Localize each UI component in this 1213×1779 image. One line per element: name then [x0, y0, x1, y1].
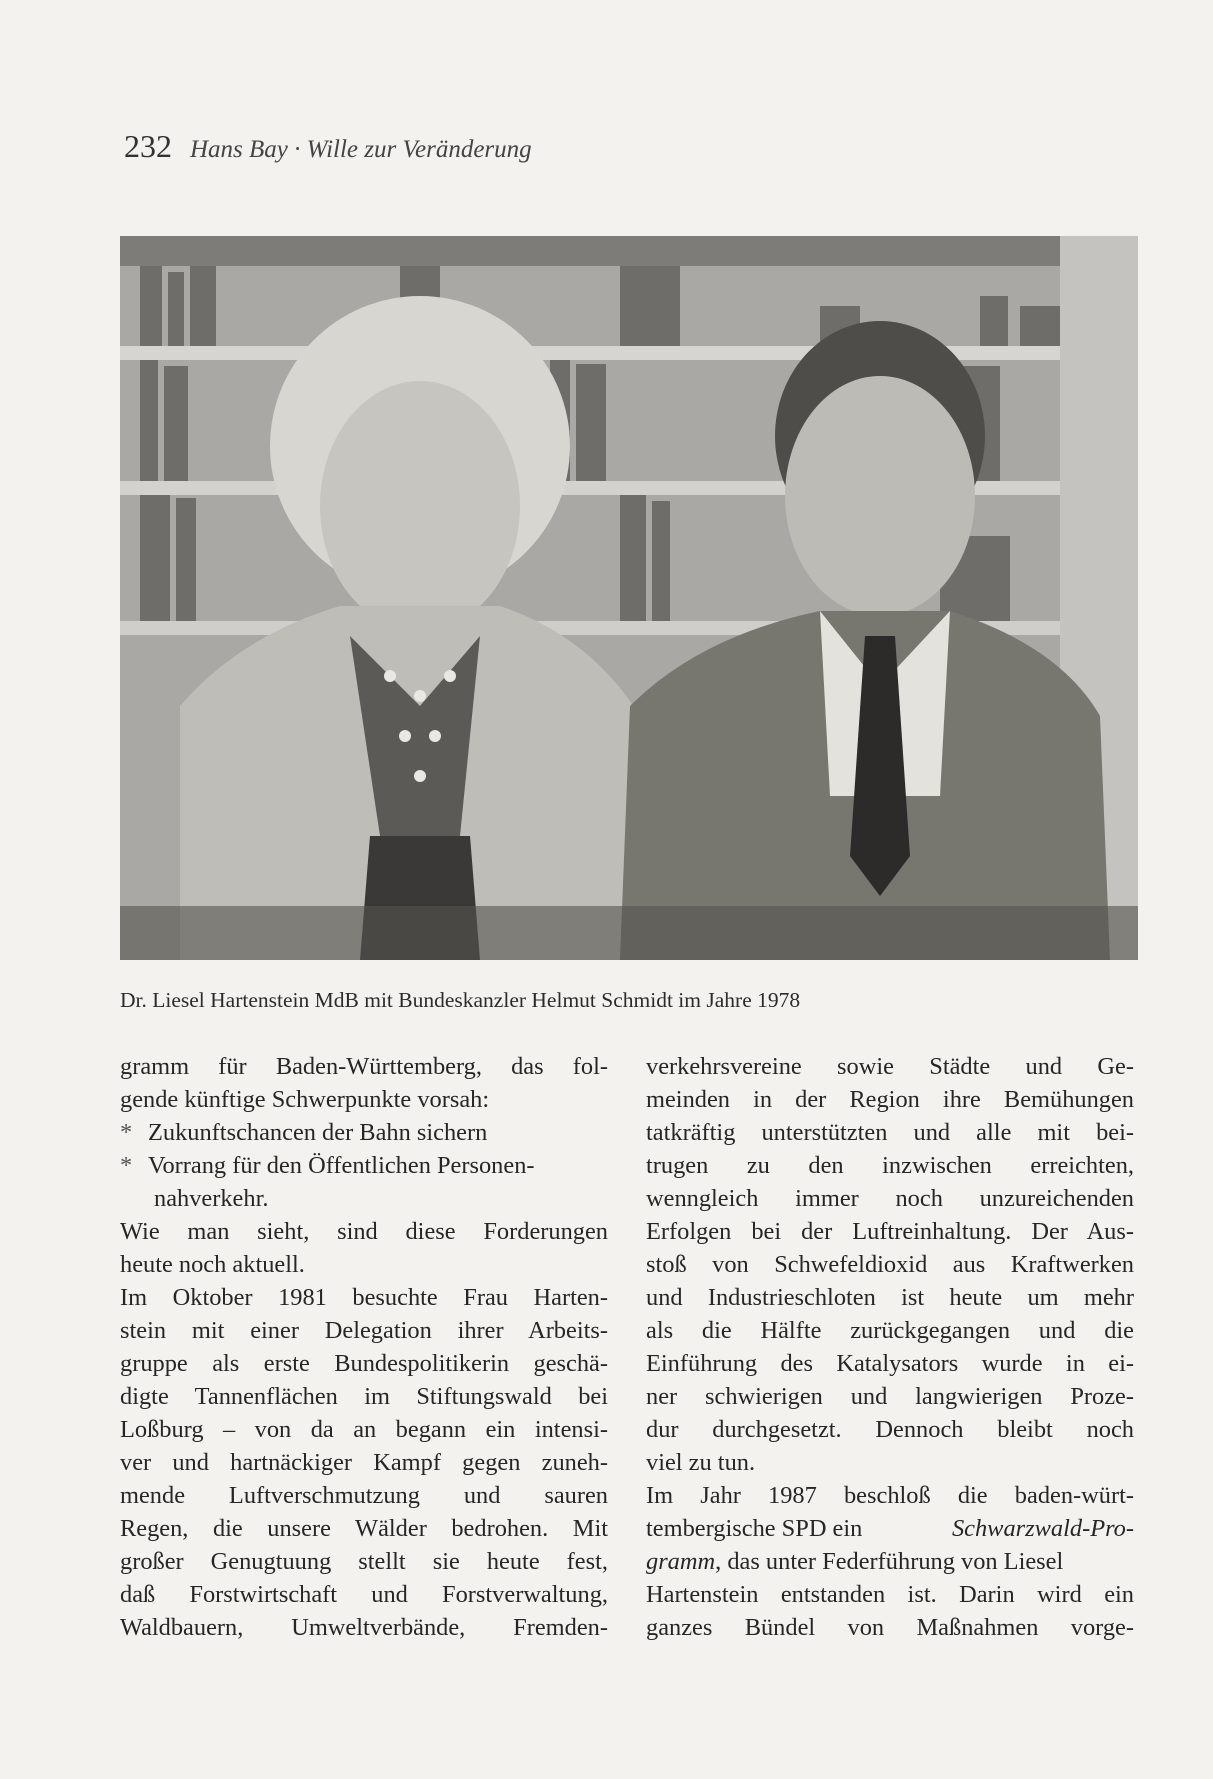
- text-line: trugen zu den inzwischen erreichten,: [646, 1152, 1134, 1179]
- photo-illustration: [120, 236, 1138, 960]
- text-line: dur durchgesetzt. Dennoch bleibt noch: [646, 1416, 1134, 1443]
- text-line: Loßburg – von da an begann ein intensi-: [120, 1416, 608, 1443]
- bullet-item: [120, 1116, 608, 1149]
- right-column: [646, 1050, 1134, 1644]
- text-line: gruppe als erste Bundespolitikerin geschä-: [120, 1350, 608, 1377]
- text-line: und Industrieschloten ist heute um mehr: [646, 1284, 1134, 1311]
- text-line: stein mit einer Delegation ihrer Arbeits-: [120, 1317, 608, 1344]
- bullet-text: Zukunftschancen der Bahn sichern: [148, 1119, 488, 1146]
- bullet-marker: *: [120, 1152, 133, 1179]
- text-line: mende Luftverschmutzung und sauren: [120, 1482, 608, 1509]
- text-fragment: tembergische SPD ein: [646, 1515, 863, 1542]
- text-line: Einführung des Katalysators wurde in ei-: [646, 1350, 1134, 1377]
- text-line: [646, 1512, 1134, 1545]
- text-line: Wie man sieht, sind diese Forderungen: [120, 1218, 608, 1245]
- text-line: Im Oktober 1981 besuchte Frau Harten-: [120, 1284, 608, 1311]
- program-title-cont: gramm: [646, 1548, 716, 1575]
- text-line: digte Tannenflächen im Stiftungswald bei: [120, 1383, 608, 1410]
- text-line: Erfolgen bei der Luftreinhaltung. Der Aus-: [646, 1218, 1134, 1245]
- page-header: [124, 128, 532, 165]
- text-fragment: , das unter Federführung von Liesel: [715, 1548, 1064, 1575]
- text-line: verkehrsvereine sowie Städte und Ge-: [646, 1053, 1134, 1080]
- text-line: daß Forstwirtschaft und Forstverwaltung,: [120, 1581, 608, 1608]
- bullet-item: [120, 1149, 608, 1182]
- text-line: nahverkehr.: [154, 1185, 269, 1212]
- program-title: Schwarzwald-Pro-: [951, 1515, 1134, 1542]
- text-line: ganzes Bündel von Maßnahmen vorge-: [646, 1614, 1134, 1641]
- photo-hartenstein-schmidt: [120, 236, 1138, 960]
- text-line: ver und hartnäckiger Kampf gegen zuneh-: [120, 1449, 608, 1476]
- text-line: Regen, die unsere Wälder bedrohen. Mit: [120, 1515, 608, 1542]
- text-line: [646, 1545, 1134, 1578]
- bullet-marker: *: [120, 1119, 133, 1146]
- text-line: als die Hälfte zurückgegangen und die: [646, 1317, 1134, 1344]
- page-number: 232: [124, 128, 172, 164]
- text-line: viel zu tun.: [646, 1449, 756, 1476]
- text-line: meinden in der Region ihre Bemühungen: [646, 1086, 1134, 1113]
- text-line: tatkräftig unterstützten und alle mit bei-: [646, 1119, 1134, 1146]
- text-line: ner schwierigen und langwierigen Proze-: [646, 1383, 1134, 1410]
- text-line: Waldbauern, Umweltverbände, Fremden-: [120, 1614, 608, 1641]
- text-line: stoß von Schwefeldioxid aus Kraftwerken: [646, 1251, 1134, 1278]
- text-line: gramm für Baden-Württemberg, das fol-: [120, 1053, 608, 1080]
- text-line: wenngleich immer noch unzureichenden: [646, 1185, 1134, 1212]
- text-line: heute noch aktuell.: [120, 1251, 305, 1278]
- text-line: gende künftige Schwerpunkte vorsah:: [120, 1086, 490, 1113]
- text-line: Im Jahr 1987 beschloß die baden-würt-: [646, 1482, 1134, 1509]
- text-line: großer Genugtuung stellt sie heute fest,: [120, 1548, 608, 1575]
- photo-caption: Dr. Liesel Hartenstein MdB mit Bundeskanzler Helmut Schmidt im Jahre 1978: [120, 988, 801, 1012]
- left-column: [120, 1050, 608, 1644]
- running-title: Hans Bay · Wille zur Veränderung: [190, 136, 532, 163]
- text-line: Hartenstein entstanden ist. Darin wird ein: [646, 1581, 1134, 1608]
- bullet-text: Vorrang für den Öffentlichen Personen-: [148, 1152, 535, 1179]
